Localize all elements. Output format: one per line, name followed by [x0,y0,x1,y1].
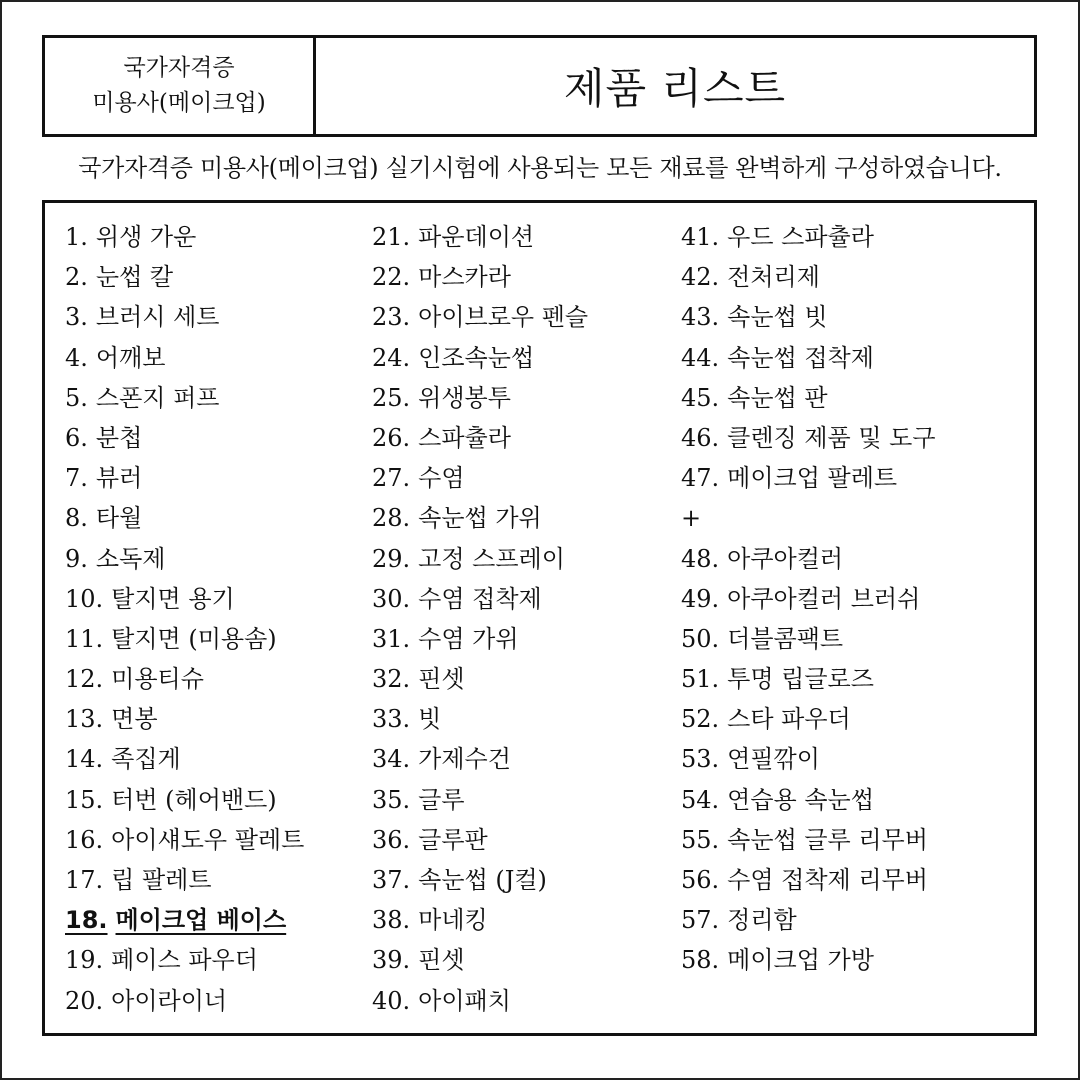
item-label: 빗 [418,705,442,734]
item-number: 15. [65,785,104,814]
list-item [65,699,365,739]
header-table [42,35,1037,137]
item-number: 43. [681,303,720,332]
item-number: 41. [681,223,720,251]
item-label: 아이섀도우 팔레트 [111,825,305,854]
list-item [681,539,1001,579]
list-item [65,619,365,659]
item-number: 39. [372,946,411,975]
list-item [681,378,1001,418]
item-number: 30. [372,584,411,613]
list-item [65,780,365,820]
certification-cell [45,38,316,134]
item-number: 37. [372,866,411,894]
list-item [65,860,365,900]
item-label: 터번 (헤어밴드) [111,785,277,814]
list-item [681,940,1001,980]
list-item [681,659,1001,699]
list-item [65,378,365,418]
certification-line-1: 국가자격증 [123,55,235,81]
list-item [65,900,365,940]
item-number: 48. [681,544,720,573]
item-label: 더블콤팩트 [727,624,844,653]
list-item [372,458,672,498]
list-item [372,900,672,940]
list-item [372,297,672,337]
list-item [681,900,1001,940]
list-item [65,257,365,297]
item-number: 51. [681,665,720,694]
product-list-box [42,200,1037,1036]
item-label: 메이크업 베이스 [115,906,287,935]
item-number: 40. [372,986,411,1015]
item-number: 9. [65,544,88,573]
item-label: 족집게 [111,745,181,774]
item-label: 소독제 [95,544,166,573]
item-label: 연습용 속눈썹 [727,785,874,814]
item-label: 아쿠아컬러 브러쉬 [727,584,921,613]
item-label: 아이라이너 [111,986,228,1015]
list-item [372,820,672,860]
list-item [65,217,365,257]
list-item [65,498,365,538]
item-label: 위생 가운 [95,223,197,251]
item-label: 미용티슈 [111,665,204,694]
list-item [65,940,365,980]
list-item [372,659,672,699]
item-label: 뷰러 [95,464,143,493]
item-label: 브러시 세트 [95,303,220,332]
item-label: 파운데이션 [418,223,535,251]
item-number: 21. [372,223,411,251]
item-number: 53. [681,745,720,774]
item-label: 스폰지 퍼프 [95,383,220,412]
product-column-2 [372,217,672,1021]
item-label: 전처리제 [727,263,820,292]
list-item [681,699,1001,739]
item-number: 47. [681,464,720,493]
list-item [681,338,1001,378]
item-number: 19. [65,946,104,975]
list-item [65,659,365,699]
item-label: 마스카라 [418,263,511,292]
list-item [65,458,365,498]
product-column-1 [65,217,365,1021]
item-label: 수염 접착제 리무버 [727,866,928,894]
item-number: 44. [681,343,720,372]
item-number: 5. [65,383,88,412]
item-number: 4. [65,343,88,372]
list-item [372,338,672,378]
item-label: 속눈썹 판 [727,383,828,412]
list-item [372,739,672,779]
item-label: 우드 스파츌라 [727,223,874,251]
item-number: 32. [372,665,411,694]
list-item [681,780,1001,820]
item-number: 7. [65,464,88,493]
item-number: 10. [65,584,104,613]
item-number: 50. [681,624,720,653]
item-label: 가제수건 [418,745,511,774]
item-number: 1. [65,223,88,251]
item-label: 수염 [418,464,465,493]
list-item [65,539,365,579]
page-title: 제품 리스트 [563,64,787,113]
item-label: 마네킹 [418,906,488,935]
item-label: 속눈썹 빗 [727,303,828,332]
list-item [372,699,672,739]
item-number: 18. [65,906,108,935]
item-number: 12. [65,665,104,694]
list-item [681,619,1001,659]
list-item [372,940,672,980]
item-label: 타월 [95,504,143,533]
list-item [681,418,1001,458]
item-number: 3. [65,303,88,332]
item-label: 면봉 [111,705,158,734]
item-number: 17. [65,866,104,894]
item-label: 클렌징 제품 및 도구 [727,423,936,452]
item-number: 58. [681,946,720,975]
item-number: 56. [681,866,720,894]
list-item [372,981,672,1021]
item-label: 인조속눈썹 [418,343,535,372]
list-item [372,780,672,820]
list-item [372,217,672,257]
item-number: 29. [372,544,411,573]
list-item [681,579,1001,619]
list-item [681,739,1001,779]
list-item [681,217,1001,257]
item-number: 14. [65,745,104,774]
item-number: 23. [372,303,411,332]
item-number: 52. [681,705,720,734]
list-item [65,418,365,458]
item-label: 정리함 [727,906,797,935]
product-column-3 [681,217,1001,981]
item-number: 38. [372,906,411,935]
item-label: 스타 파우더 [727,705,851,734]
item-number: 13. [65,705,104,734]
list-item [681,297,1001,337]
item-label: 스파츌라 [418,423,511,452]
item-label: 어깨보 [95,343,166,372]
item-label: 속눈썹 가위 [418,504,542,533]
subtitle: 국가자격증 미용사(메이크업) 실기시험에 사용되는 모든 재료를 완벽하게 구성하였습니다. [78,154,1002,182]
item-number: 33. [372,705,411,734]
item-label: 립 팔레트 [111,866,212,894]
item-number: 49. [681,584,720,613]
item-number: 26. [372,423,411,452]
list-item [681,257,1001,297]
list-item [372,539,672,579]
item-number: 36. [372,825,411,854]
item-label: 아이패치 [418,986,511,1015]
item-number: 24. [372,343,411,372]
item-number: 20. [65,986,104,1015]
list-item [372,498,672,538]
item-number: 46. [681,423,720,452]
item-number: 34. [372,745,411,774]
list-item [681,498,1001,538]
item-label: + [681,504,702,533]
item-label: 아이브로우 펜슬 [418,303,589,332]
item-label: 메이크업 팔레트 [727,464,898,493]
item-label: 속눈썹 (J컬) [418,866,547,894]
item-number: 31. [372,624,411,653]
item-label: 속눈썹 접착제 [727,343,874,372]
list-item [65,297,365,337]
item-number: 45. [681,383,720,412]
item-label: 고정 스프레이 [418,544,565,573]
list-item [372,378,672,418]
list-item [65,579,365,619]
item-number: 57. [681,906,720,935]
item-label: 연필깎이 [727,745,820,774]
list-item [65,981,365,1021]
list-item [681,458,1001,498]
list-item [65,739,365,779]
item-label: 눈썹 칼 [95,263,174,292]
list-item [372,257,672,297]
list-item [372,418,672,458]
item-number: 55. [681,825,720,854]
item-label: 페이스 파우더 [111,946,258,975]
list-item [65,820,365,860]
list-item [681,820,1001,860]
item-label: 글루 [418,785,465,814]
certification-line-2: 미용사(메이크업) [92,90,266,116]
item-number: 22. [372,263,411,292]
item-label: 탈지면 (미용솜) [111,624,277,653]
item-label: 수염 접착제 [418,584,542,613]
item-label: 아쿠아컬러 [727,544,844,573]
item-label: 글루판 [418,825,488,854]
item-label: 위생봉투 [418,383,511,412]
item-label: 메이크업 가방 [727,946,874,975]
list-item [372,579,672,619]
item-label: 투명 립글로즈 [727,665,874,694]
item-number: 28. [372,504,411,533]
item-number: 25. [372,383,411,412]
item-number: 35. [372,785,411,814]
list-item [681,860,1001,900]
item-number: 2. [65,263,88,292]
item-number: 54. [681,785,720,814]
item-number: 16. [65,825,104,854]
item-label: 분첩 [95,423,143,452]
item-number: 27. [372,464,411,493]
item-number: 8. [65,504,88,533]
item-label: 핀셋 [418,946,465,975]
item-label: 속눈썹 글루 리무버 [727,825,928,854]
list-item [372,619,672,659]
item-number: 6. [65,423,88,452]
item-label: 핀셋 [418,665,465,694]
list-item [65,338,365,378]
list-item [372,860,672,900]
item-number: 42. [681,263,720,292]
item-label: 수염 가위 [418,624,519,653]
item-label: 탈지면 용기 [111,584,235,613]
item-number: 11. [65,624,104,653]
